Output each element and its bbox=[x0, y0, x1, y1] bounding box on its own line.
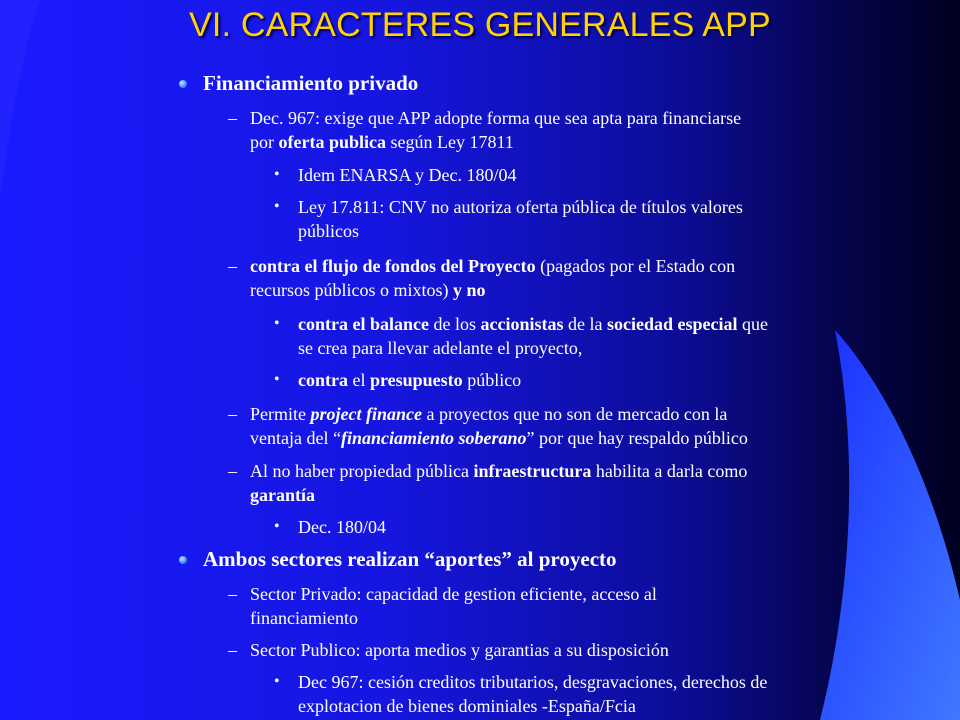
sub-item-text: financiamiento bbox=[250, 608, 358, 628]
detail-item-ley-17811 bbox=[274, 195, 933, 243]
dash-marker: – bbox=[228, 404, 237, 424]
detail-text: se crea para llevar adelante el proyecto, bbox=[298, 338, 583, 358]
bullet-dot-icon bbox=[179, 80, 187, 88]
text-fragment: ” por que hay respaldo público bbox=[526, 428, 748, 448]
detail-item-dec-967-cesion bbox=[274, 670, 933, 718]
sub-item-dec-967 bbox=[228, 106, 940, 154]
sub-item-sector-publico bbox=[228, 638, 940, 662]
bullet-marker: • bbox=[274, 371, 280, 388]
detail-text: Dec. 180/04 bbox=[298, 517, 386, 537]
bullet-marker: • bbox=[274, 673, 280, 690]
sub-item-flujo-de-fondos bbox=[228, 254, 940, 302]
sub-item-text: Dec. 967: exige que APP adopte forma que sea apta para financiarse bbox=[250, 108, 742, 128]
detail-item-presupuesto bbox=[274, 368, 933, 392]
dash-marker: – bbox=[228, 640, 237, 660]
emphasis-text: contra bbox=[298, 370, 348, 390]
text-fragment: que bbox=[737, 314, 768, 334]
bullet-financiamiento-privado bbox=[203, 71, 923, 95]
emphasis-text: presupuesto bbox=[369, 370, 463, 390]
emphasis-text: oferta publica bbox=[278, 132, 386, 152]
text-fragment: (pagados por el Estado con bbox=[535, 256, 736, 276]
bullet-marker: • bbox=[274, 198, 280, 215]
sub-item-text: Sector Publico: aporta medios y garantias a su disposición bbox=[250, 640, 669, 660]
text-fragment: el bbox=[347, 370, 370, 390]
detail-item-enarsa bbox=[274, 163, 933, 187]
bullet-text: Ambos sectores realizan “aportes” al proyecto bbox=[203, 547, 617, 571]
dash-marker: – bbox=[228, 584, 237, 604]
emphasis-text: infraestructura bbox=[473, 461, 592, 481]
detail-text: Ley 17.811: CNV no autoriza oferta pública de títulos valores bbox=[298, 197, 743, 217]
text-fragment: a proyectos que no son de mercado con la bbox=[421, 404, 728, 424]
dash-marker: – bbox=[228, 461, 237, 481]
bullet-marker: • bbox=[274, 315, 280, 332]
text-fragment: Permite bbox=[250, 404, 311, 424]
text-fragment: por bbox=[250, 132, 279, 152]
text-fragment: Al no haber propiedad pública bbox=[250, 461, 474, 481]
emphasis-text: contra el flujo de fondos del Proyecto bbox=[250, 256, 536, 276]
emphasis-text: y no bbox=[452, 280, 486, 300]
emphasis-text: accionistas bbox=[480, 314, 564, 334]
text-fragment: habilita a darla como bbox=[591, 461, 748, 481]
emphasis-text: contra el balance bbox=[298, 314, 429, 334]
bullet-ambos-sectores bbox=[203, 547, 923, 571]
bullet-marker: • bbox=[274, 518, 280, 535]
bullet-dot-icon bbox=[179, 556, 187, 564]
text-fragment: recursos públicos o mixtos) bbox=[250, 280, 453, 300]
slide-title: VI. CARACTERES GENERALES APP bbox=[189, 6, 771, 44]
sub-item-text: Sector Privado: capacidad de gestion eficiente, acceso al bbox=[250, 584, 657, 604]
sub-item-project-finance bbox=[228, 402, 940, 450]
dash-marker: – bbox=[228, 256, 237, 276]
sub-item-infraestructura bbox=[228, 459, 940, 507]
bullet-marker: • bbox=[274, 166, 280, 183]
text-fragment: según Ley 17811 bbox=[386, 132, 514, 152]
text-fragment: ventaja del “ bbox=[250, 428, 341, 448]
text-fragment: de la bbox=[563, 314, 607, 334]
text-fragment: público bbox=[462, 370, 522, 390]
emphasis-text: financiamiento soberano bbox=[340, 428, 527, 448]
sub-item-sector-privado bbox=[228, 582, 940, 630]
detail-text: Idem ENARSA y Dec. 180/04 bbox=[298, 165, 517, 185]
emphasis-text: garantía bbox=[250, 485, 315, 505]
bullet-text: Financiamiento privado bbox=[203, 71, 419, 95]
detail-item-balance bbox=[274, 312, 933, 360]
detail-item-dec-180 bbox=[274, 515, 933, 539]
emphasis-text: sociedad especial bbox=[606, 314, 738, 334]
emphasis-text: project finance bbox=[310, 404, 422, 424]
detail-text: públicos bbox=[298, 221, 359, 241]
detail-text: Dec 967: cesión creditos tributarios, desgravaciones, derechos de bbox=[298, 672, 768, 692]
dash-marker: – bbox=[228, 108, 237, 128]
detail-text: explotacion de bienes dominiales -España/Fcia bbox=[298, 696, 636, 716]
text-fragment: de los bbox=[428, 314, 481, 334]
